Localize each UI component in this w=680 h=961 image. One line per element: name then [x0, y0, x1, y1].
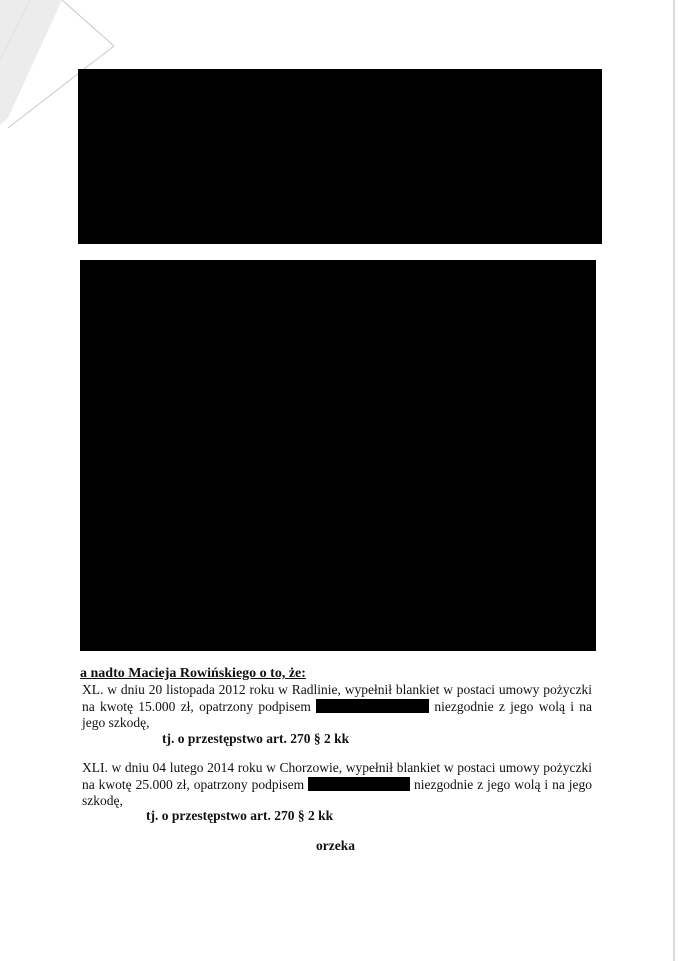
verdict-word: orzeka	[316, 838, 355, 853]
redaction-block	[80, 260, 596, 651]
count-text-before: XLI. w dniu 04 lutego 2014 roku w Chorzowie, wypełnił blankiet w postaci umowy pożyczki na kwotę 25.000 zł, opatrzony podpisem	[82, 760, 592, 792]
redacted-signature	[316, 699, 429, 713]
charge-statement: tj. o przestępstwo art. 270 § 2 kk	[146, 808, 334, 823]
page-edge-shadow	[673, 0, 675, 961]
count-text-after: niezgodnie z jego wolą i na jego szkodę,	[82, 776, 592, 808]
count-paragraph	[82, 760, 592, 810]
redacted-signature	[308, 777, 410, 791]
redaction-block	[78, 69, 602, 244]
section-heading: a nadto Macieja Rowińskiego o to, że:	[80, 666, 306, 681]
count-text-after: niezgodnie z jego wolą i na jego szkodę,	[82, 698, 592, 730]
count-text-before: XL. w dniu 20 listopada 2012 roku w Radlinie, wypełnił blankiet w postaci umowy pożyczki na kwotę 15.000 zł, opatrzony podpisem	[82, 682, 592, 714]
charge-statement: tj. o przestępstwo art. 270 § 2 kk	[162, 731, 350, 746]
count-paragraph	[82, 682, 592, 732]
